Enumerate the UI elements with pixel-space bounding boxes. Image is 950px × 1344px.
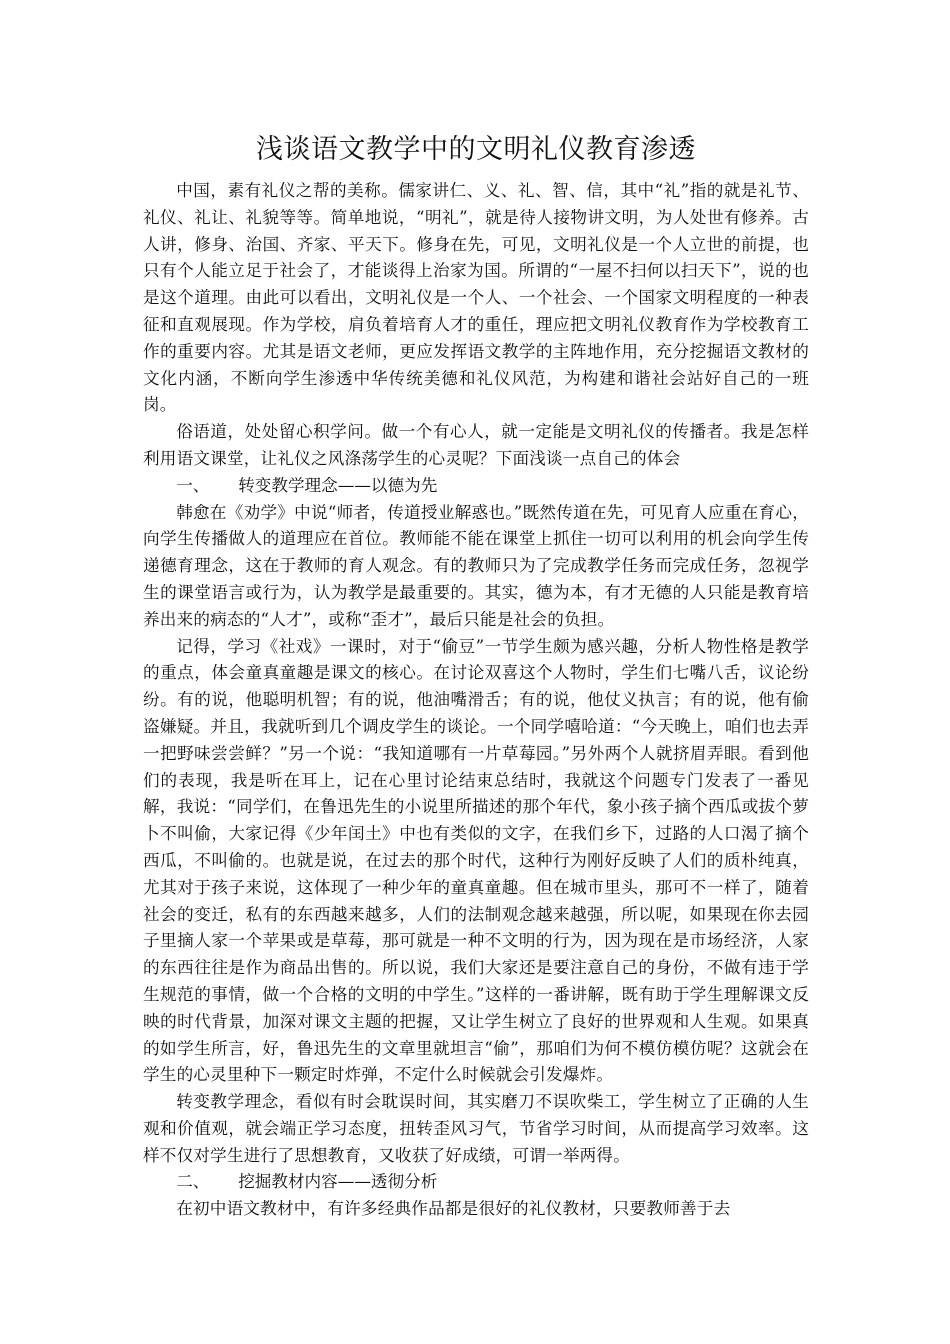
section-title: 转变教学理念——以德为先	[238, 475, 438, 495]
paragraph: 俗语道，处处留心积学问。做一个有心人，就一定能是文明礼仪的传播者。我是怎样利用语文课堂，让礼仪之风涤荡学生的心灵呢？下面浅谈一点自己的体会	[143, 422, 809, 468]
section-number: 一、	[176, 475, 210, 495]
paragraph: 韩愈在《劝学》中说“师者，传道授业解惑也。”既然传道在先，可见育人应重在育心，向学生传播做人的道理应在首位。教师能不能在课堂上抓住一切可以利用的机会向学生传递德育理念，这在于教师的育人观念。有的教师只为了完成教学任务而完成任务，忽视学生的课堂语言或行为，认为教学是最重要的。其实，德为本，有才无德的人只能是教育培养出来的病态的“人才”，或称“歪才”，最后只能是社会的负担。	[143, 502, 809, 629]
section-heading	[143, 473, 809, 500]
document-body	[143, 128, 809, 1223]
section-title: 挖掘教材内容——透彻分析	[238, 1172, 438, 1192]
paragraph: 转变教学理念，看似有时会耽误时间，其实磨刀不误吹柴工，学生树立了正确的人生观和价值观，就会端正学习态度，扭转歪风习气，节省学习时间，从而提高学习效率。这样不仅对学生进行了思想教育，又收获了好成绩，可谓一举两得。	[143, 1092, 809, 1165]
paragraph: 在初中语文教材中，有许多经典作品都是很好的礼仪教材，只要教师善于去	[176, 1199, 731, 1219]
section-number: 二、	[176, 1172, 210, 1192]
paragraph: 记得，学习《社戏》一课时，对于“偷豆”一节学生颇为感兴趣，分析人物性格是教学的重点，体会童真童趣是课文的核心。在讨论双喜这个人物时，学生们七嘴八舌，议论纷纷。有的说，他聪明机智；有的说，他油嘴滑舌；有的说，他仗义执言；有的说，他有偷盗嫌疑。并且，我就听到几个调皮学生的谈论。一个同学嘻哈道：“今天晚上，咱们也去弄一把野味尝尝鲜？”另一个说：“我知道哪有一片草莓园。”另外两个人就挤眉弄眼。看到他们的表现，我是听在耳上，记在心里讨论结束总结时，我就这个问题专门发表了一番见解，我说：“同学们，在鲁迅先生的小说里所描述的那个年代，象小孩子摘个西瓜或拔个萝卜不叫偷，大家记得《少年闰土》中也有类似的文字，在我们乡下，过路的人口渴了摘个西瓜，不叫偷的。也就是说，在过去的那个时代，这种行为刚好反映了人们的质朴纯真，尤其对于孩子来说，这体现了一种少年的童真童趣。但在城市里头，那可不一样了，随着社会的变迁，私有的东西越来越多，人们的法制观念越来越强，所以呢，如果现在你去园子里摘人家一个苹果或是草莓，那可就是一种不文明的行为，因为现在是市场经济，人家的东西往往是作为商品出售的。所以说，我们大家还是要注意自己的身份，不做有违于学生规范的事情，做一个合格的文明的中学生。”这样的一番讲解，既有助于学生理解课文反映的时代背景，加深对课文主题的把握，又让学生树立了良好的世界观和人生观。如果真的如学生所言，好，鲁迅先生的文章里就坦言“偷”，那咱们为何不模仿模仿呢？这就会在学生的心灵里种下一颗定时炸弹，不定什么时候就会引发爆炸。	[143, 636, 809, 1085]
section-heading	[143, 1169, 809, 1196]
paragraph: 中国，素有礼仪之帮的美称。儒家讲仁、义、礼、智、信，其中“礼”指的就是礼节、礼仪、礼让、礼貌等等。简单地说，“明礼”，就是待人接物讲文明，为人处世有修养。古人讲，修身、治国、齐家、平天下。修身在先，可见，文明礼仪是一个人立世的前提，也只有个人能立足于社会了，才能谈得上治家为国。所谓的“一屋不扫何以扫天下”，说的也是这个道理。由此可以看出，文明礼仪是一个人、一个社会、一个国家文明程度的一种表征和直观展现。作为学校，肩负着培育人才的重任，理应把文明礼仪教育作为学校教育工作的重要内容。尤其是语文老师，更应发挥语文教学的主阵地作用，充分挖掘语文教材的文化内涵，不断向学生渗透中华传统美德和礼仪风范，为构建和谐社会站好自己的一班岗。	[143, 181, 809, 415]
document-title: 浅谈语文教学中的文明礼仪教育渗透	[256, 134, 696, 165]
